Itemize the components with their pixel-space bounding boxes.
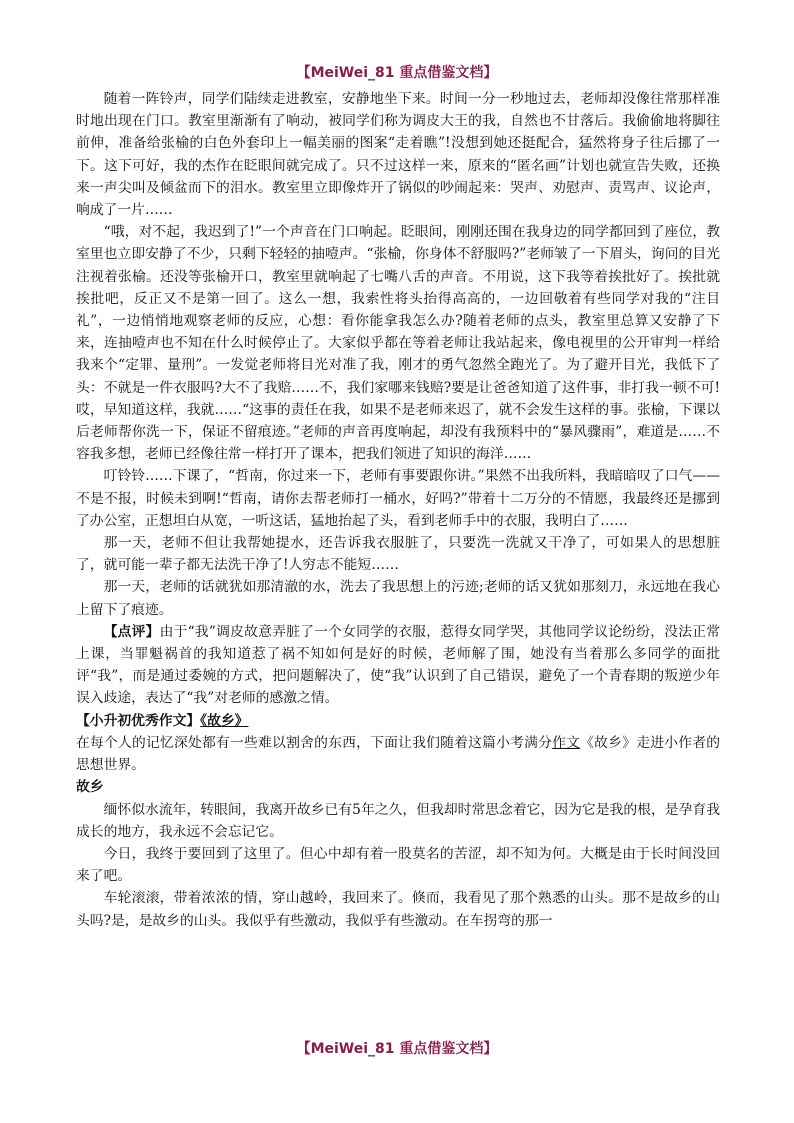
essay-intro-text: 在每个人的记忆深处都有一些难以割舍的东西，下面让我们随着这篇小考满分 — [76, 734, 553, 751]
footer-banner: 【MeiWei_81 重点借鉴文档】 — [296, 1041, 498, 1057]
essay-link[interactable]: 作文 — [552, 734, 581, 751]
story-paragraph: 那一天，老师的话就犹如那清澈的水，洗去了我思想上的污迹;老师的话又犹如那刻刀，永远地在我心上留下了痕迹。 — [76, 579, 720, 618]
essay-section-heading — [76, 710, 720, 732]
document-body — [76, 88, 720, 932]
story-paragraph: 叮铃铃……下课了，“哲南，你过来一下，老师有事要跟你讲。”果然不出我所料，我暗暗叹了口气——不是不报，时候未到啊!“哲南，请你去帮老师打一桶水，好吗?”带着十二万分的不情愿，我最终还是挪到了办公室，正想坦白从宽，一听这话，猛地抬起了头，看到老师手中的衣服，我明白了…… — [76, 468, 720, 529]
story-paragraph: 随着一阵铃声，同学们陆续走进教室，安静地坐下来。时间一分一秒地过去，老师却没像往常那样准时地出现在门口。教室里渐渐有了响动，被同学们称为调皮大王的我，自然也不甘落后。我偷偷地将脚往前伸，准备给张榆的白色外套印上一幅美丽的图案“走着瞧”!没想到她还挺配合，猛然将身子往后挪了一下。这下可好，我的杰作在眨眼间就完成了。只不过这样一来，原来的“匿名画”计划也就宣告失败，还换来一声尖叫及倾盆而下的泪水。教室里立即像炸开了锅似的吵闹起来：哭声、劝慰声、责骂声、议论声，响成了一片…… — [76, 91, 720, 219]
review-text: 由于“我”调皮故意弄脏了一个女同学的衣服，惹得女同学哭，其他同学议论纷纷，没法正常上课，当罪魁祸首的我知道惹了祸不知如何是好的时候，老师解了围，她没有当着那么多同学的面批评“我”，而是通过委婉的方式，把问题解决了，使“我”认识到了自己错误，避免了一个青春期的叛逆少年误入歧途，表达了“我”对老师的感激之情。 — [76, 623, 721, 707]
review-label: 【点评】 — [103, 623, 160, 640]
review-paragraph — [76, 621, 720, 710]
story-paragraph: “哦，对不起，我迟到了!”一个声音在门口响起。眨眼间，刚刚还围在我身边的同学都回到了座位，教室里也立即安静了不少，只剩下轻轻的抽噎声。“张榆，你身体不舒服吗?”老师皱了一下眉头，询问的目光注视着张榆。还没等张榆开口，教室里就响起了七嘴八舌的声音。不用说，这下我等着挨批好了。挨批就挨批吧，反正又不是第一回了。这么一想，我索性将头抬得高高的，一边回敬着有些同学对我的“注目礼”，一边悄悄地观察老师的反应，心想：看你能拿我怎么办?随着老师的点头，教室里总算又安静了下来，连抽噎声也不知在什么时候停止了。大家似乎都在等着老师让我站起来，像电视里的公开审判一样给我来个“定罪、量刑”。一发觉老师将目光对准了我，刚才的勇气忽然全跑光了。为了避开目光，我低下了头：不就是一件衣服吗?大不了我赔……不，我们家哪来钱赔?要是让爸爸知道了这件事，非打我一顿不可!哎，早知道这样，我就……“这事的责任在我，如果不是老师来迟了，就不会发生这样的事。张榆，下课以后老师帮你洗一下，保证不留痕迹。”老师的声音再度响起，却没有我预料中的“暴风骤雨”，难道是……不容我多想，老师已经像往常一样打开了课本，把我们领进了知识的海洋…… — [76, 224, 720, 463]
essay-paragraph: 缅怀似水流年，转眼间，我离开故乡已有5年之久，但我却时常思念着它，因为它是我的根，是孕育我成长的地方，我永远不会忘记它。 — [76, 801, 720, 840]
header-banner: 【MeiWei_81 重点借鉴文档】 — [296, 65, 498, 81]
essay-intro-text-end: 《故乡》走进小作者的思想世界。 — [76, 734, 721, 774]
essay-section-label: 【小升初优秀作文】 — [76, 712, 201, 729]
essay-section-title: 《故乡》 — [200, 712, 249, 729]
essay-paragraph: 今日，我终于要回到了这里了。但心中却有着一股莫名的苦涩，却不知为何。大概是由于长时间没回来了吧。 — [76, 845, 720, 885]
essay-intro — [76, 732, 720, 776]
essay-title: 故乡 — [76, 779, 104, 796]
story-paragraph: 那一天，老师不但让我帮她提水，还告诉我衣服脏了，只要洗一洗就又干净了，可如果人的思想脏了，就可能一辈子都无法洗干净了!人穷志不能短…… — [76, 535, 720, 574]
essay-paragraph: 车轮滚滚，带着浓浓的情，穿山越岭，我回来了。倏而，我看见了那个熟悉的山头。那不是故乡的山头吗?是，是故乡的山头。我似乎有些激动，我似乎有些激动。在车拐弯的那一 — [76, 890, 720, 929]
